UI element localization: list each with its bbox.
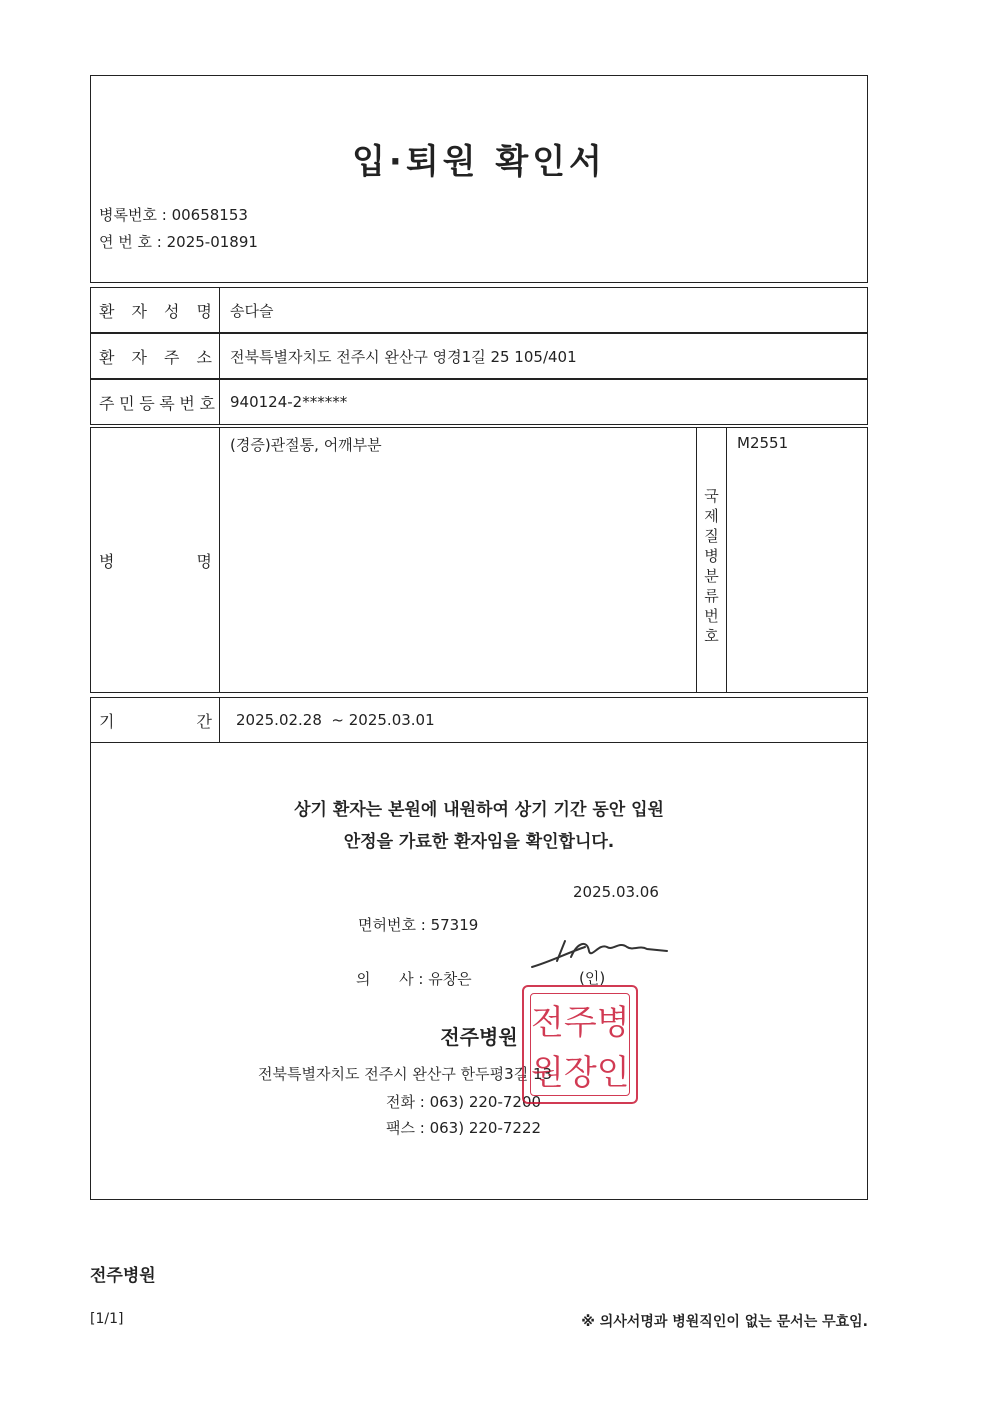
record-number-label: 병록번호: [99, 206, 157, 224]
period-row: [90, 697, 868, 743]
seal-mark: (인): [579, 969, 606, 987]
hospital-address: 전북특별자치도 전주시 완산구 한두평3길 13: [258, 1065, 553, 1083]
patient-name-value: 송다슬: [230, 301, 274, 320]
patient-name-label: 환 자 성 명: [91, 288, 220, 332]
record-number-value: 00658153: [171, 206, 248, 224]
patient-id-value: 940124-2******: [230, 393, 348, 411]
document-title: 입·퇴원 확인서: [352, 142, 606, 182]
seal-char: 인: [596, 1053, 630, 1094]
page-indicator: [1/1]: [90, 1311, 124, 1327]
seal-char: 장: [563, 1053, 597, 1094]
fax-label: 팩스 :: [386, 1119, 425, 1137]
disease-label: 병 명: [91, 428, 220, 692]
confirmation-line-2: 안정을 가료한 환자임을 확인합니다.: [343, 832, 615, 852]
patient-id-label: 주 민 등 록 번 호: [91, 380, 220, 424]
hospital-tel: [386, 1091, 541, 1112]
hospital-seal-stamp: [522, 985, 638, 1104]
period-value: 2025.02.28 ~ 2025.03.01: [236, 711, 435, 729]
fax-value: 063) 220-7222: [429, 1119, 542, 1137]
patient-address-row: [90, 333, 868, 379]
license-number: [358, 914, 478, 935]
doctor-signature: [527, 933, 677, 985]
footer-hospital: 전주병원: [90, 1266, 156, 1286]
tel-label: 전화 :: [386, 1093, 425, 1111]
serial-number-label: 연 번 호: [99, 233, 153, 251]
period-label: 기 간: [91, 698, 220, 742]
patient-name-row: [90, 287, 868, 333]
document-header: [90, 75, 868, 283]
seal-char: 원: [531, 1053, 564, 1094]
patient-address-value: 전북특별자치도 전주시 완산구 영경1길 25 105/401: [230, 347, 577, 366]
license-value: 57319: [430, 916, 479, 934]
icd-code: M2551: [737, 434, 789, 452]
icd-label: 국 제 질 병 분 류 번 호: [696, 428, 727, 692]
serial-number-value: 2025-01891: [166, 233, 258, 251]
confirmation-line-1: 상기 환자는 본원에 내원하여 상기 기간 동안 입원: [294, 800, 664, 820]
doctor-label: 의 사 :: [356, 970, 424, 988]
seal-char: 주: [563, 1002, 597, 1043]
tel-value: 063) 220-7200: [429, 1093, 542, 1111]
patient-address-label: 환 자 주 소: [91, 334, 220, 378]
doctor-name: 유창은: [428, 970, 472, 988]
confirmation-block: [90, 742, 868, 1200]
serial-number: 연 번 호 : 2025-01891: [99, 233, 258, 251]
seal-char: 병: [596, 1002, 630, 1043]
disease-name: (경증)관절통, 어깨부분: [230, 436, 382, 454]
doctor-row: [356, 968, 472, 989]
patient-id-row: [90, 379, 868, 425]
validity-notice: ※ 의사서명과 병원직인이 없는 문서는 무효임.: [581, 1314, 868, 1330]
record-number: 병록번호 : 00658153: [99, 206, 248, 224]
hospital-name: 전주병원: [440, 1025, 518, 1049]
hospital-fax: [386, 1117, 541, 1138]
disease-block: [90, 427, 868, 693]
seal-char: 전: [531, 1002, 564, 1043]
license-label: 면허번호 :: [358, 916, 426, 934]
issue-date: 2025.03.06: [573, 883, 659, 901]
